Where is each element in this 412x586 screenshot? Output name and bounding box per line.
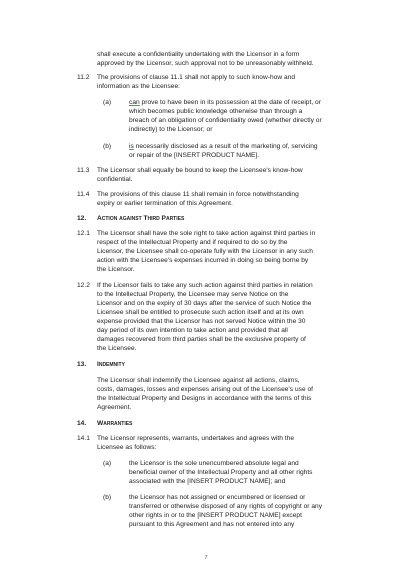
- clause-number: 11.2: [77, 74, 90, 81]
- text-line-rest: necessarily disclosed as a result of the marketing of, servicing: [133, 143, 318, 150]
- section-heading: Warranties: [97, 420, 133, 427]
- text-line: beneficial owner of the Intellectual Property and all other rights: [129, 469, 313, 476]
- sub-clause-label: (b): [103, 143, 112, 150]
- text-line: the Licensor has not assigned or encumbered or licensed or: [129, 494, 306, 501]
- sub-clause-label: (a): [103, 460, 112, 467]
- text-line: The Licensor shall have the sole right to take action against third parties in: [97, 230, 316, 237]
- text-line: or repair of the [INSERT PRODUCT NAME].: [129, 152, 260, 159]
- text-line: the Licensor is the sole unencumbered absolute legal and: [129, 460, 299, 467]
- section-heading: Action against Third Parties: [97, 215, 185, 222]
- clause-number: 11.3: [77, 167, 90, 174]
- sub-clause-label: (b): [103, 494, 112, 501]
- text-line: damages recovered from third parties shall be the exclusive property of: [97, 336, 306, 343]
- section-number: 13.: [77, 361, 87, 368]
- text-line: [129, 99, 321, 107]
- text-line: the Licensee.: [97, 345, 137, 352]
- clause-number: 14.1: [77, 435, 90, 442]
- section-heading: Indemnity: [97, 361, 125, 368]
- text-line: confidential.: [97, 176, 133, 183]
- text-line: breach of an obligation of confidentiality owed (whether directly or: [129, 117, 322, 124]
- text-line-rest: prove to have been in its possession at the date of receipt, or: [139, 99, 321, 106]
- text-line: pursuant to this Agreement and has not entered into any: [129, 521, 295, 528]
- text-line: Licensor, the Licensee shall co-operate fully with the Licensor in any such: [97, 248, 313, 255]
- text-line: other rights in or to the [INSERT PRODUCT NAME] except: [129, 512, 302, 519]
- clause-number: 11.4: [77, 191, 90, 198]
- text-line: The Licensor shall indemnify the Licensee against all actions, claims,: [97, 377, 300, 384]
- marked-word: is: [129, 143, 134, 150]
- text-line: The provisions of this clause 11 shall remain in force notwithstanding: [97, 191, 299, 198]
- section-number: 14.: [77, 420, 87, 427]
- text-line: costs, damages, losses and expenses arising out of the Licensee's use of: [97, 386, 314, 393]
- text-line: information as the Licensee:: [97, 83, 181, 90]
- text-line: The Licensor shall equally be bound to keep the Licensee's know-how: [97, 167, 303, 174]
- text-line: action with the Licensee's expenses incurred in doing so being borne by: [97, 257, 309, 264]
- sub-clause-label: (a): [103, 99, 112, 106]
- text-line: If the Licensor fails to take any such action against third parties in relation: [97, 282, 313, 289]
- clause-number: 12.1: [77, 230, 90, 237]
- text-line: indirectly) to the Licensor; or: [129, 126, 213, 133]
- text-line: the Intellectual Property and Designs in accordance with the terms of this: [97, 395, 312, 402]
- section-number: 12.: [77, 215, 87, 222]
- text-line: Agreement.: [97, 404, 132, 411]
- text-line: expense provided that the Licensor has not served Notice within the 30: [97, 318, 306, 325]
- text-line: Licensee shall be entitled to prosecute such action itself and at its own: [97, 309, 304, 316]
- text-line: transferred or otherwise disposed of any rights of copyright or any: [129, 503, 323, 510]
- clause-number: 12.2: [77, 282, 90, 289]
- text-line: day period of its own intention to take action and provided that all: [97, 327, 288, 334]
- text-line: Licensor and on the expiry of 30 days after the service of such Notice the: [97, 300, 312, 307]
- text-line: [129, 143, 318, 151]
- text-line: respect of the Intellectual Property and if required to do so by the: [97, 239, 288, 246]
- text-line: to the Intellectual Property, the Licensee may serve Notice on the: [97, 291, 289, 298]
- page-number: 7: [204, 555, 208, 561]
- text-line: approved by the Licensor, such approval not to be unreasonably withheld.: [97, 60, 314, 67]
- text-line: expiry or earlier termination of this Agreement.: [97, 200, 233, 207]
- text-line: Licensee as follows:: [97, 444, 157, 451]
- text-line: shall execute a confidentiality undertaking with the Licensor in a form: [97, 51, 300, 58]
- text-line: which becomes public knowledge otherwise than through a: [129, 108, 303, 115]
- text-line: associated with the [INSERT PRODUCT NAME]; and: [129, 478, 286, 485]
- text-line: the Licensor.: [97, 266, 135, 273]
- text-line: The Licensor represents, warrants, undertakes and agrees with the: [97, 435, 295, 442]
- marked-word: can: [129, 99, 140, 106]
- text-line: The provisions of clause 11.1 shall not apply to such know-how and: [97, 74, 296, 81]
